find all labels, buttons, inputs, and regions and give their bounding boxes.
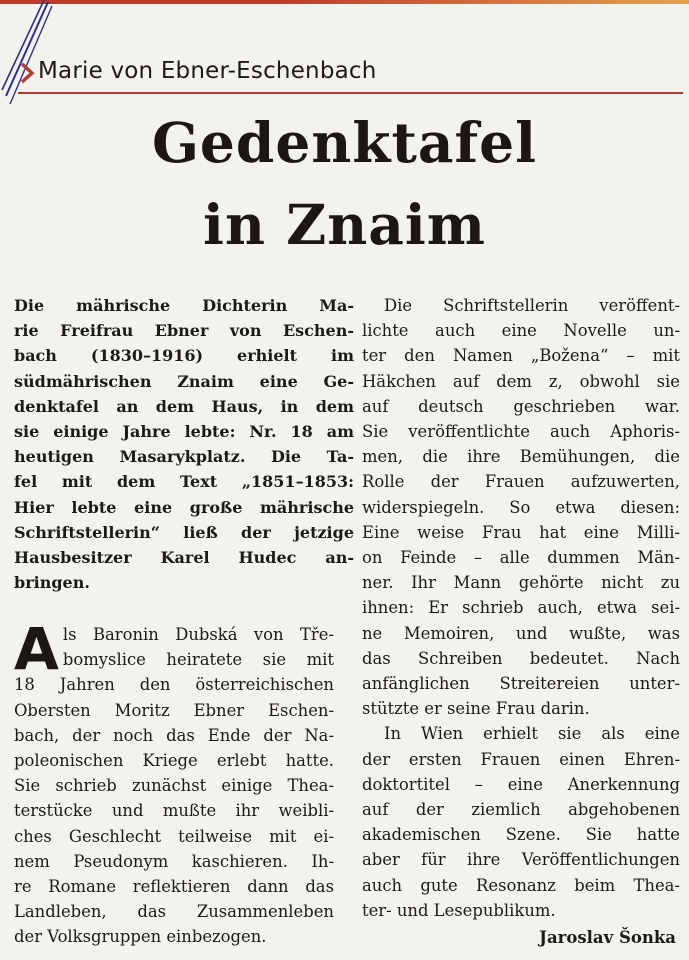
text-line: ner. Ihr Mann gehörte nicht zu <box>362 573 680 593</box>
text-line: bach, der noch das Ende der Na- <box>14 725 334 745</box>
text-line: fel mit dem Text „1851–1853: <box>14 472 354 492</box>
text-line: poleonischen Kriege erlebt hatte. <box>14 751 334 771</box>
text-line: nem Pseudonym kaschieren. Ih- <box>14 851 334 871</box>
text-line: aber für ihre Veröffentlichungen <box>362 850 680 870</box>
text-line: sie einige Jahre lebte: Nr. 18 am <box>14 422 354 442</box>
text-line: auch gute Resonanz beim Thea- <box>362 875 680 895</box>
text-line: Sie veröffentlichte auch Aphoris- <box>362 422 680 442</box>
text-line: auf der ziemlich abgehobenen <box>362 800 680 820</box>
chevron-right-icon <box>18 60 38 86</box>
text-line: ches Geschlecht teilweise mit ei- <box>14 826 334 846</box>
text-line: der ersten Frauen einen Ehren- <box>362 749 680 769</box>
text-line: ihnen: Er schrieb auch, etwa sei- <box>362 598 680 618</box>
text-line: on Feinde – alle dummen Män- <box>362 548 680 568</box>
text-line: Sie schrieb zunächst einige Thea- <box>14 776 334 796</box>
headline-line-2: in Znaim <box>203 192 486 257</box>
text-line: Landleben, das Zusammenleben <box>14 902 334 922</box>
text-line: heutigen Masarykplatz. Die Ta- <box>14 447 354 467</box>
text-line: Hausbesitzer Karel Hudec an- <box>14 548 354 568</box>
text-line: lichte auch eine Novelle un- <box>362 321 680 341</box>
text-line: Häkchen auf dem z, obwohl sie <box>362 371 680 391</box>
text-line: das Schreiben bedeutet. Nach <box>362 648 680 668</box>
text-line: rie Freifrau Ebner von Eschen- <box>14 321 354 341</box>
text-line: Die Schriftstellerin veröffent- <box>384 296 680 315</box>
top-color-rule <box>0 0 689 4</box>
text-line: anfänglichen Streitereien unter- <box>362 674 680 694</box>
text-line: bringen. <box>14 573 90 593</box>
text-line: ne Memoiren, und wußte, was <box>362 623 680 643</box>
kicker-label: Marie von Ebner-Eschenbach <box>38 58 377 84</box>
section-kicker <box>18 56 683 94</box>
text-line: auf deutsch geschrieben war. <box>362 396 680 416</box>
left-body-column <box>14 615 334 950</box>
text-line: Eine weise Frau hat eine Milli- <box>362 522 680 542</box>
text-line: denktafel an dem Haus, in dem <box>14 396 354 416</box>
text-line: terstücke und mußte ihr weibli- <box>14 801 334 821</box>
text-line: ter den Namen „Božena“ – mit <box>362 346 680 366</box>
text-line: ter- und Lesepublikum. <box>362 900 556 920</box>
text-line: bach (1830–1916) erhielt im <box>14 346 354 366</box>
text-line: In Wien erhielt sie als eine <box>384 724 680 744</box>
author-byline: Jaroslav Šonka <box>539 928 676 947</box>
text-line: 18 Jahren den österreichischen <box>14 675 334 695</box>
text-line: Schriftstellerin“ ließ der jetzige <box>14 522 354 542</box>
text-line: widerspiegeln. So etwa diesen: <box>362 497 680 517</box>
headline-line-1: Gedenktafel <box>151 110 538 175</box>
right-body-column <box>362 293 680 923</box>
text-line: doktortitel – eine Anerkennung <box>362 774 680 794</box>
lead-paragraph <box>14 293 354 595</box>
text-line: stützte er seine Frau darin. <box>362 699 590 719</box>
text-line: südmährischen Znaim eine Ge- <box>14 371 354 391</box>
text-line: bomyslice heiratete sie mit <box>62 650 334 670</box>
text-line: men, die ihre Bemühungen, die <box>362 447 680 467</box>
text-line: Die mährische Dichterin Ma- <box>14 296 354 315</box>
text-line: Hier lebte eine große mährische <box>14 497 354 517</box>
text-line: Obersten Moritz Ebner Eschen- <box>14 700 334 720</box>
text-line: akademischen Szene. Sie hatte <box>362 825 680 845</box>
drop-cap: A <box>14 615 59 683</box>
text-line: Rolle der Frauen aufzuwerten, <box>362 472 680 492</box>
text-line: der Volksgruppen einbezogen. <box>14 927 267 947</box>
text-line: re Romane reflektieren dann das <box>14 877 334 897</box>
text-line: ls Baronin Dubská von Tře- <box>62 625 334 644</box>
